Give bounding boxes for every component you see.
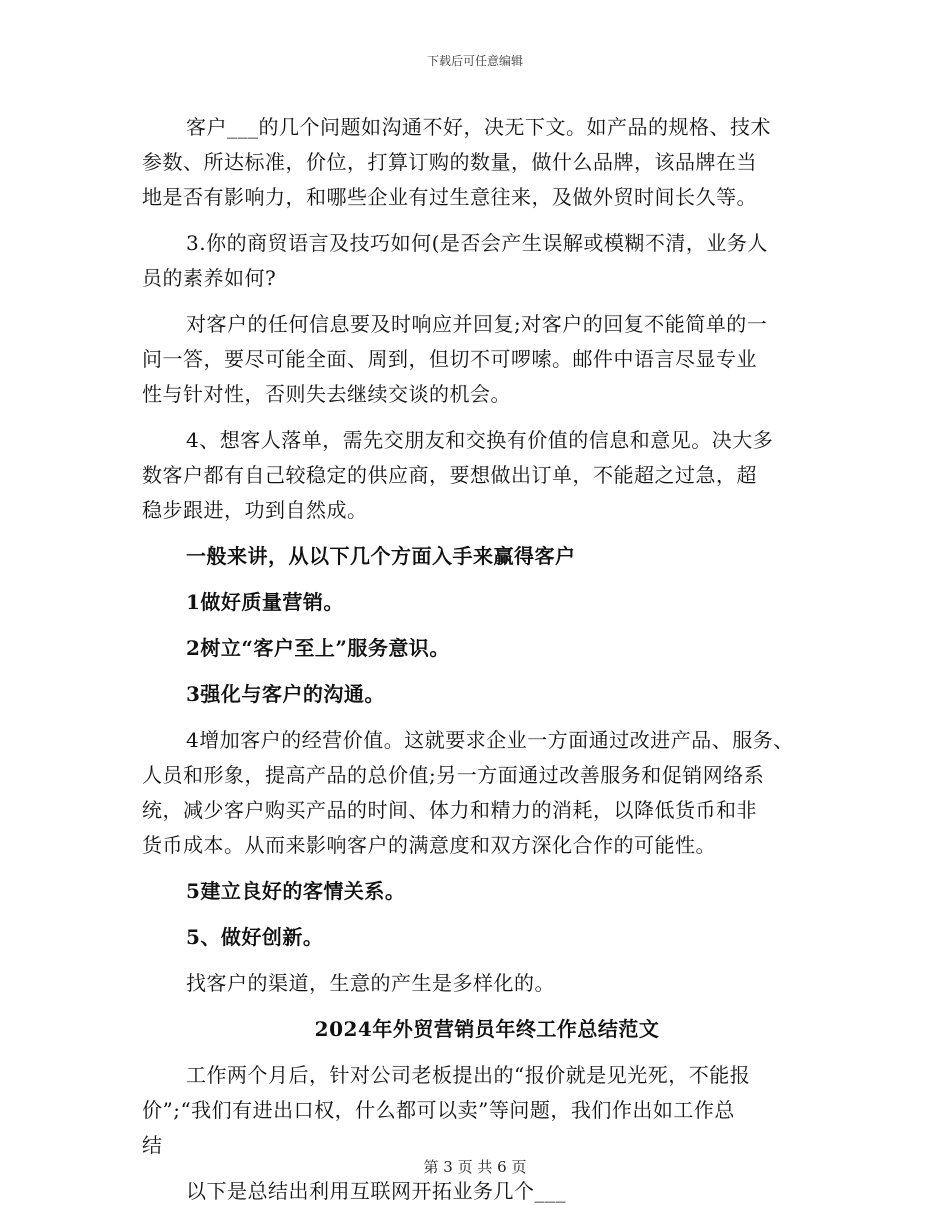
text-line: 统，减少客户购买产品的时间、体力和精力的消耗，以降低货币和非 bbox=[142, 798, 757, 822]
text-line: 数客户都有自己较稳定的供应商，要想做出订单，不能超之过急，超 bbox=[142, 463, 757, 487]
page-header: 下载后可任意编辑 bbox=[426, 54, 523, 68]
text-line: 问一答，要尽可能全面、周到，但切不可啰嗦。邮件中语言尽显专业 bbox=[142, 347, 757, 371]
list-item-heading: 2树立“客户至上”服务意识。 bbox=[186, 636, 450, 660]
list-item-heading: 5建立良好的客情关系。 bbox=[186, 879, 406, 903]
list-item-heading: 3强化与客户的沟通。 bbox=[186, 682, 385, 706]
section-heading: 一般来讲，从以下几个方面入手来赢得客户 bbox=[186, 544, 576, 568]
text-line: 稳步跟进，功到自然成。 bbox=[142, 498, 368, 522]
text-line: 对客户的任何信息要及时响应并回复;对客户的回复不能简单的一 bbox=[186, 312, 768, 336]
article-title: 2024年外贸营销员年终工作总结范文 bbox=[314, 1017, 660, 1041]
text-line: 找客户的渠道，生意的产生是多样化的。 bbox=[186, 971, 555, 995]
text-line: 价”;“我们有进出口权，什么都可以卖”等问题，我们作出如工作总 bbox=[142, 1098, 735, 1122]
text-line: 以下是总结出利用互联网开拓业务几个___ bbox=[186, 1179, 566, 1203]
list-item-heading: 1做好质量营销。 bbox=[186, 590, 344, 614]
list-item-heading: 5、做好创新。 bbox=[186, 925, 324, 949]
text-line: 参数、所达标准，价位，打算订购的数量，做什么品牌，该品牌在当 bbox=[142, 150, 757, 174]
text-line: 结 bbox=[142, 1133, 163, 1157]
text-line: 4、想客人落单，需先交朋友和交换有价值的信息和意见。决大多 bbox=[186, 428, 774, 452]
text-line: 4增加客户的经营价值。这就要求企业一方面通过改进产品、服务、 bbox=[186, 728, 794, 752]
paragraph bbox=[142, 110, 832, 215]
text-line: 客户___的几个问题如沟通不好，决无下文。如产品的规格、技术 bbox=[186, 115, 771, 139]
page-footer: 第 3 页 共 6 页 bbox=[423, 1158, 527, 1176]
paragraph bbox=[142, 723, 832, 863]
paragraph bbox=[142, 226, 832, 296]
text-line: 地是否有影响力，和哪些企业有过生意往来，及做外贸时间长久等。 bbox=[142, 185, 757, 209]
text-line: 工作两个月后，针对公司老板提出的“报价就是见光死，不能报 bbox=[186, 1063, 751, 1087]
text-line: 员的素养如何? bbox=[142, 266, 277, 290]
document-body bbox=[142, 110, 832, 1209]
text-line: 性与针对性，否则失去继续交谈的机会。 bbox=[142, 382, 511, 406]
paragraph bbox=[142, 1058, 832, 1163]
text-line: 货币成本。从而来影响客户的满意度和双方深化合作的可能性。 bbox=[142, 833, 716, 857]
paragraph bbox=[142, 423, 832, 528]
paragraph bbox=[142, 307, 832, 412]
text-line: 3.你的商贸语言及技巧如何(是否会产生误解或模糊不清，业务人 bbox=[186, 231, 768, 255]
text-line: 人员和形象，提高产品的总价值;另一方面通过改善服务和促销网络系 bbox=[142, 763, 765, 787]
